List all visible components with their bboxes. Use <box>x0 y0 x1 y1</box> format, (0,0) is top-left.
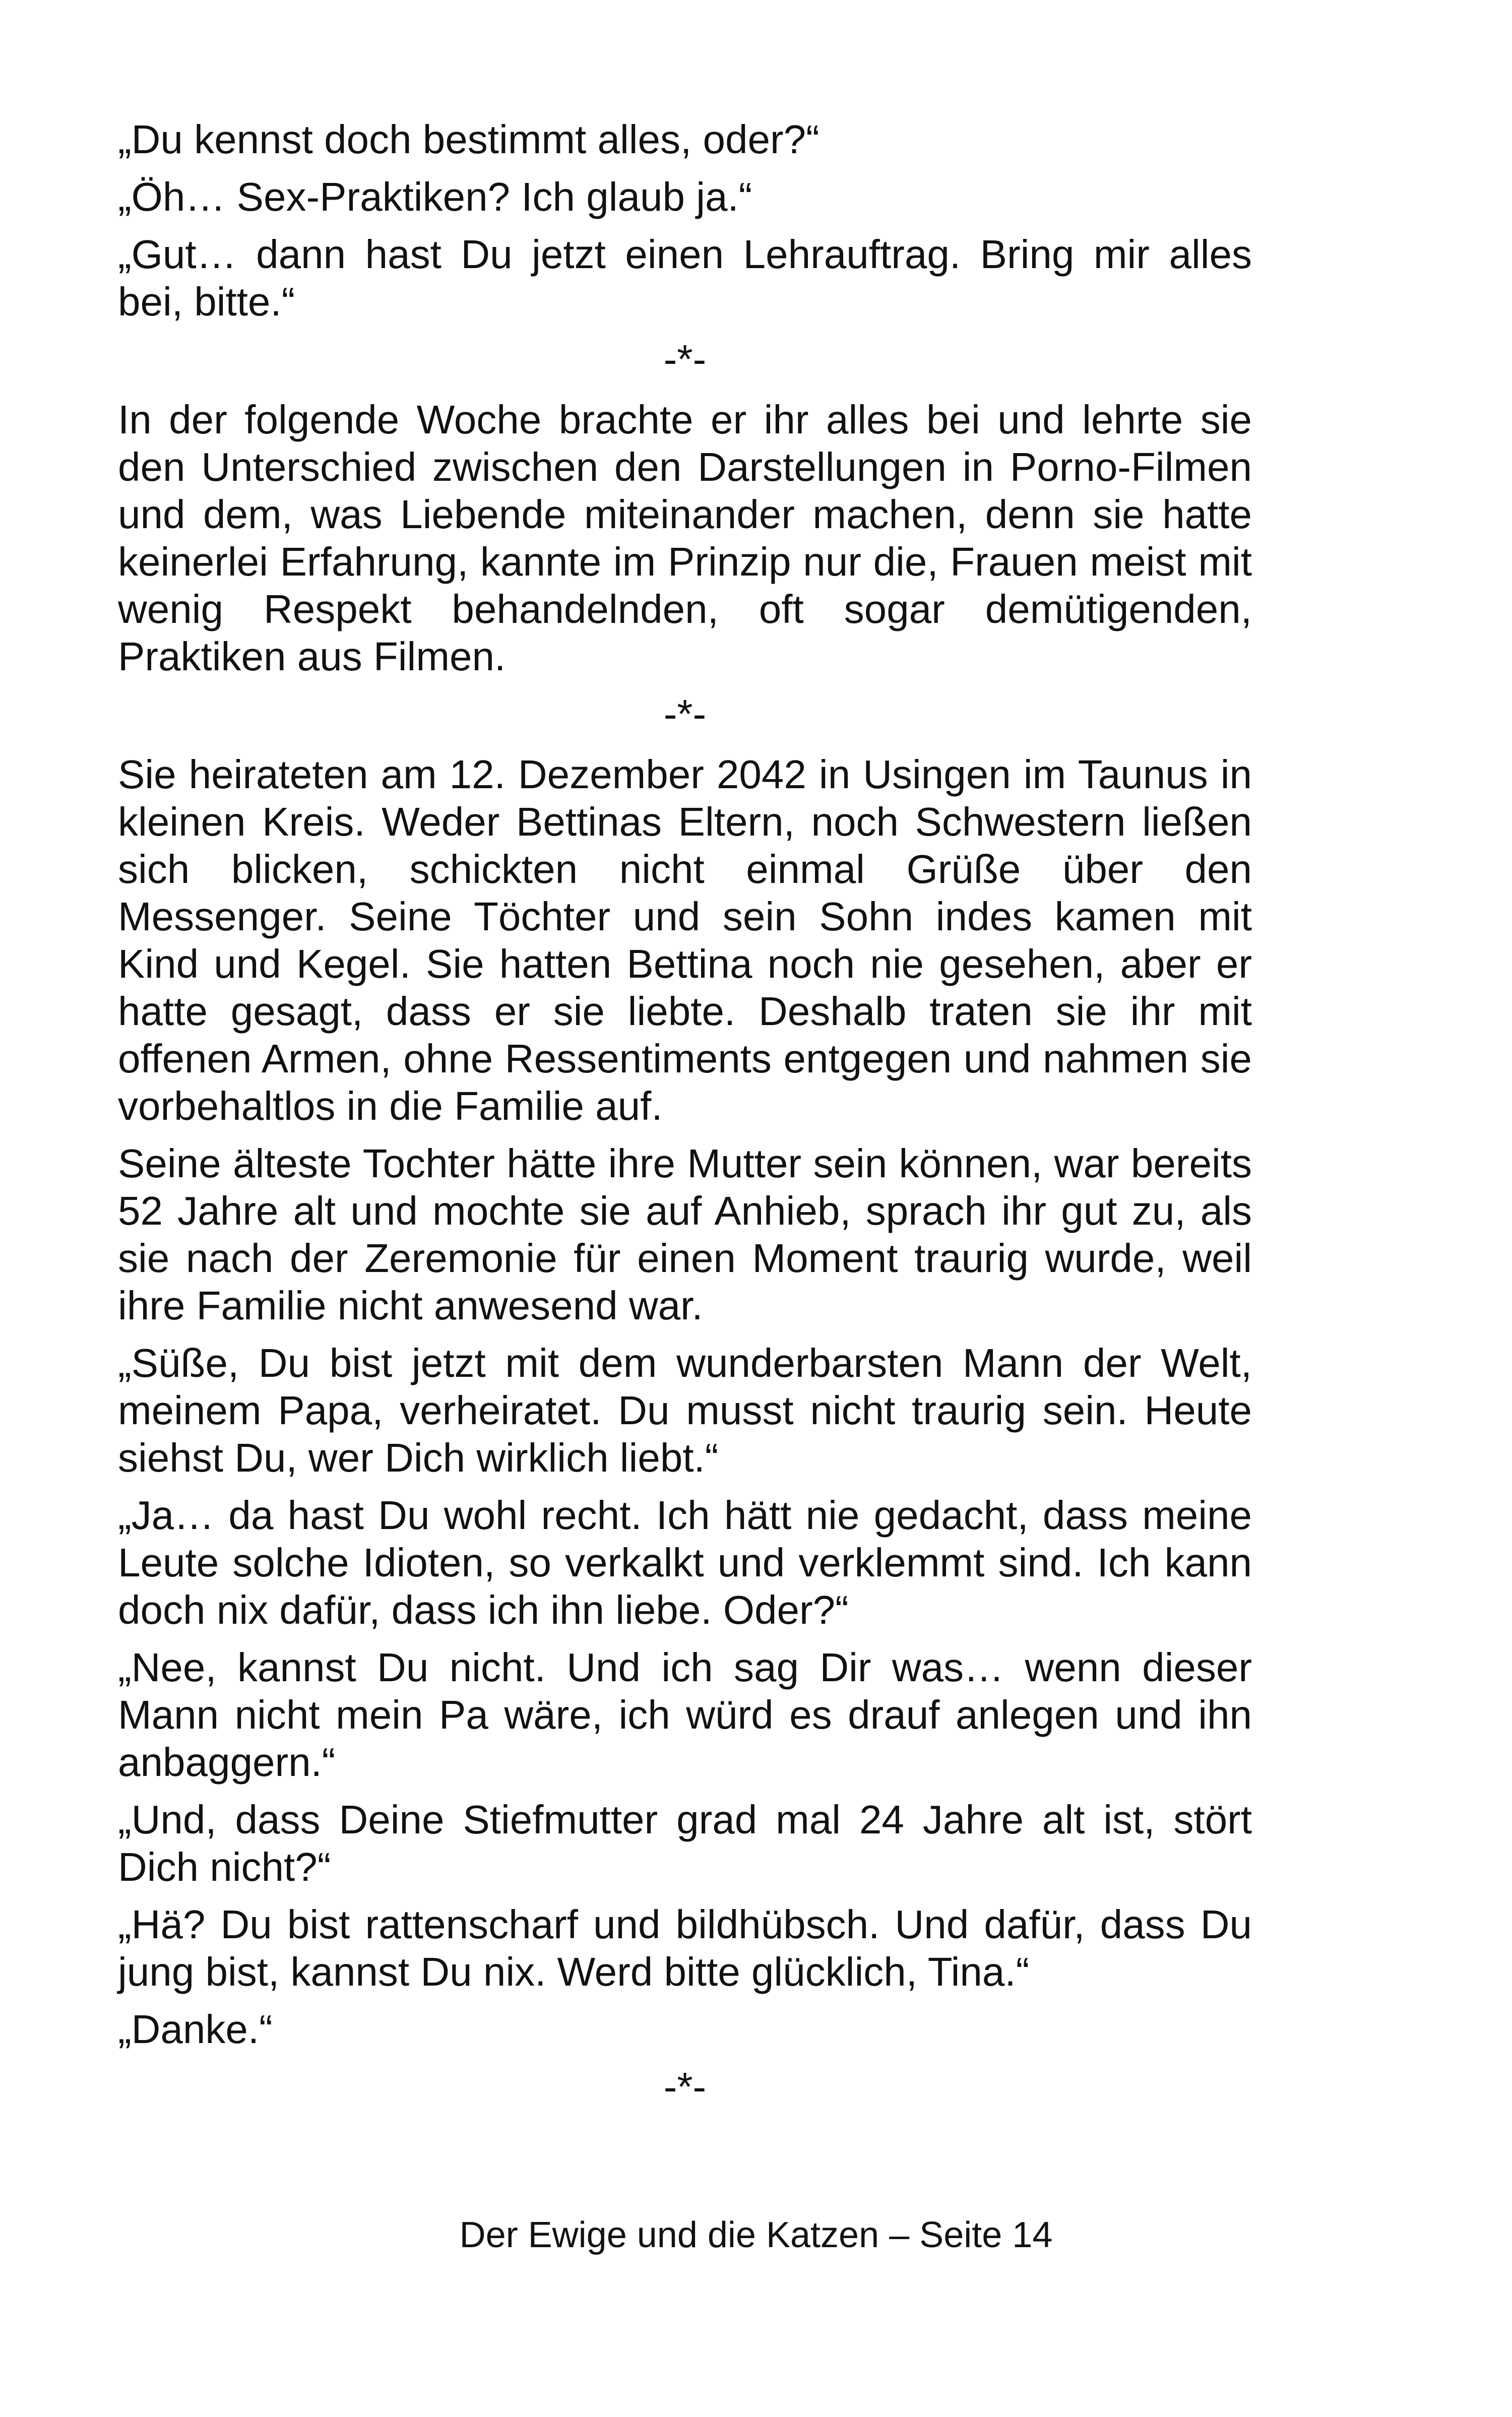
paragraph: Seine älteste Tochter hätte ihre Mutter sein können, war bereits 52 Jahre alt und mochte sie auf Anhieb, sprach ihr gut zu, als sie nach der Zeremonie für einen Moment traurig wurde, weil ihre Familie nicht anwesend war. <box>118 1141 1252 1328</box>
section-separator: -*- <box>663 2064 707 2109</box>
paragraph: In der folgende Woche brachte er ihr alles bei und lehrte sie den Unterschied zwischen den Darstellungen in Porno-Filmen und dem, was Liebende miteinander machen, denn sie hatte keinerlei Erfahrung, kannte im Prinzip nur die, Frauen meist mit wenig Respekt behandelnden, oft sogar demütigenden, Praktiken aus Filmen. <box>118 397 1252 679</box>
page-body <box>118 116 1252 2124</box>
paragraph: „Danke.“ <box>118 2007 273 2052</box>
paragraph: „Hä? Du bist rattenscharf und bildhübsch. Und dafür, dass Du jung bist, kannst Du nix. Werd bitte glücklich, Tina.“ <box>118 1902 1252 1994</box>
section-separator: -*- <box>663 337 707 381</box>
paragraph: „Nee, kannst Du nicht. Und ich sag Dir was… wenn dieser Mann nicht mein Pa wäre, ich würd es drauf anlegen und ihn anbaggern.“ <box>118 1645 1252 1785</box>
page-footer: Der Ewige und die Katzen – Seite 14 <box>459 2215 1053 2255</box>
paragraph: „Süße, Du bist jetzt mit dem wunderbarsten Mann der Welt, meinem Papa, verheiratet. Du musst nicht traurig sein. Heute siehst Du, wer Dich wirklich liebt.“ <box>118 1341 1252 1480</box>
section-separator: -*- <box>663 691 707 736</box>
paragraph: „Öh… Sex-Praktiken? Ich glaub ja.“ <box>118 174 752 219</box>
paragraph: „Gut… dann hast Du jetzt einen Lehrauftrag. Bring mir alles bei, bitte.“ <box>118 232 1252 324</box>
paragraph: „Und, dass Deine Stiefmutter grad mal 24 Jahre alt ist, stört Dich nicht?“ <box>118 1797 1252 1889</box>
paragraph: „Du kennst doch bestimmt alles, oder?“ <box>118 117 820 162</box>
paragraph: Sie heirateten am 12. Dezember 2042 in Usingen im Taunus in kleinen Kreis. Weder Bettinas Eltern, noch Schwestern ließen sich blicken, schickten nicht einmal Grüße über den Messenger. Seine Töchter und sein Sohn indes kamen mit Kind und Kegel. Sie hatten Bettina noch nie gesehen, aber er hatte gesagt, dass er sie liebte. Deshalb traten sie ihr mit offenen Armen, ohne Ressentiments entgegen und nahmen sie vorbehaltlos in die Familie auf. <box>118 752 1252 1128</box>
paragraph: „Ja… da hast Du wohl recht. Ich hätt nie gedacht, dass meine Leute solche Idioten, so verkalkt und verklemmt sind. Ich kann doch nix dafür, dass ich ihn liebe. Oder?“ <box>118 1493 1252 1632</box>
